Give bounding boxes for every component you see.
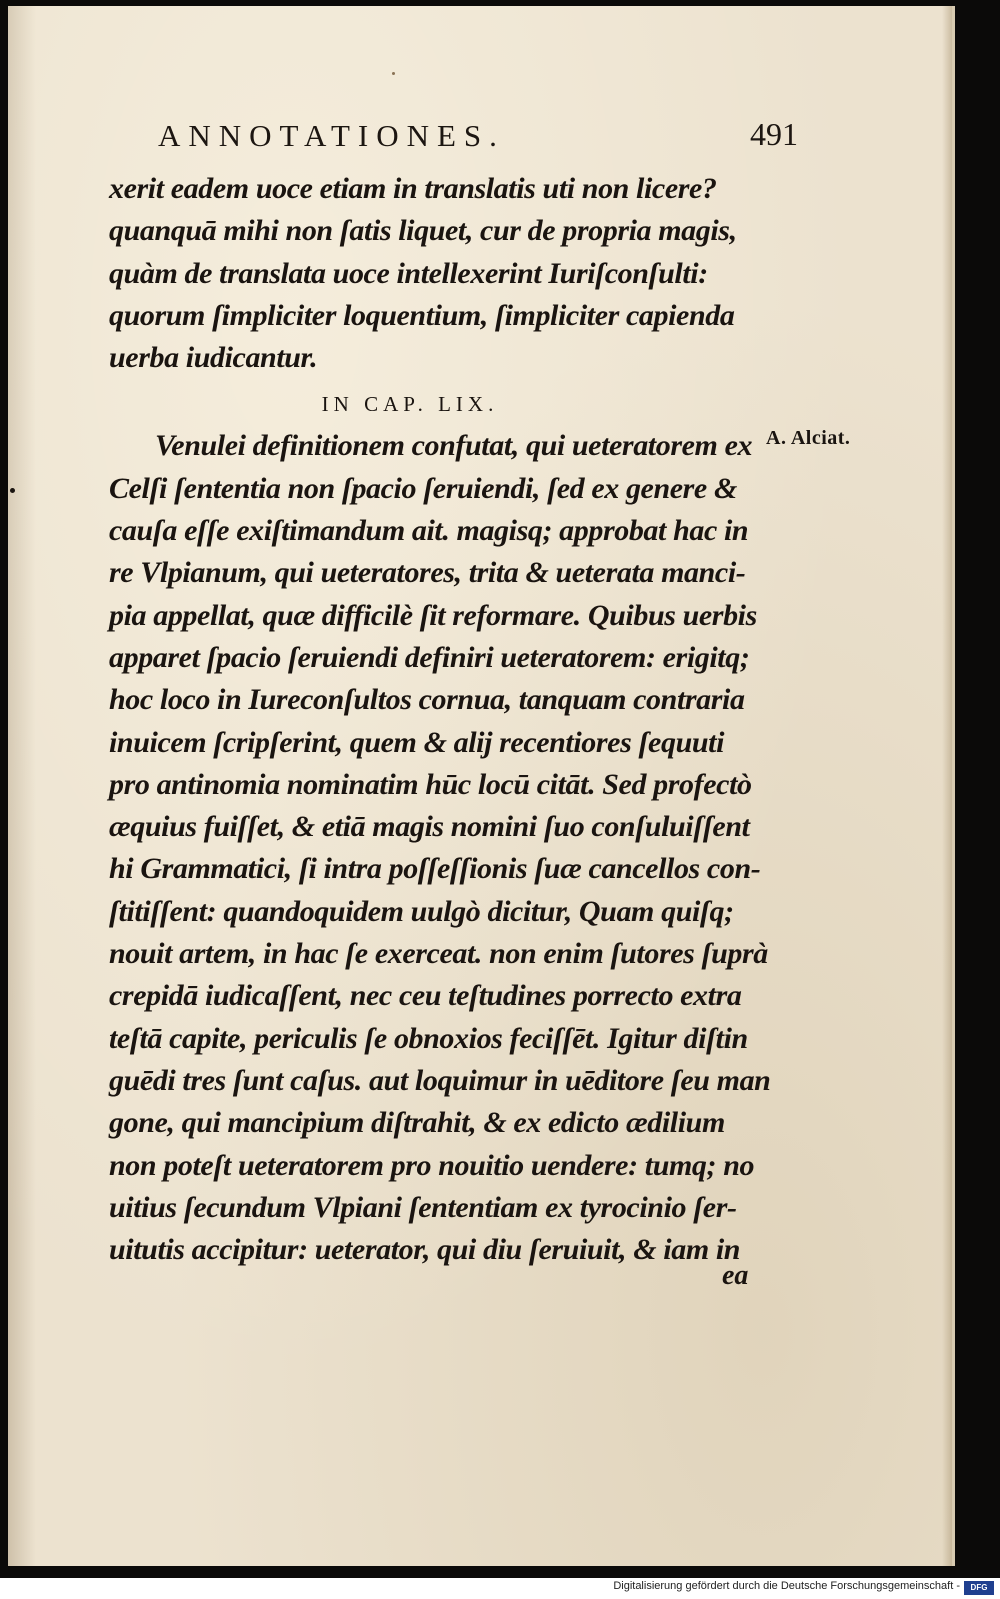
text-line: uitutis accipitur: ueterator, qui diu ſeruiuit, & iam in [109, 1233, 741, 1267]
text-line: hoc loco in Iureconſultos cornua, tanquam contraria [109, 683, 745, 717]
text-line: nouit artem, in hac ſe exerceat. non enim ſutores ſuprà [109, 937, 768, 971]
text-line: non poteſt ueteratorem pro nouitio uendere: tumq; no [109, 1148, 755, 1182]
text-line: pro antinomia nominatim hūc locū citāt. Sed profectò [109, 767, 752, 801]
text-line: ſtitiſſent: quandoquidem uulgò dicitur, Quam quiſq; [109, 894, 734, 928]
book-page [8, 6, 955, 1566]
section-heading: IN CAP. LIX. [321, 392, 499, 417]
text-line: Celſi ſententia non ſpacio ſeruiendi, ſed ex genere & [109, 471, 737, 505]
page-edge-shadow [942, 6, 952, 1566]
ink-speck [392, 72, 395, 75]
text-line: hi Grammatici, ſi intra poſſeſſionis ſuæ cancellos con- [109, 852, 761, 886]
text-line: cauſa eſſe exiſtimandum ait. magisq; approbat hac in [109, 514, 749, 548]
text-line: re Vlpianum, qui ueteratores, trita & ueterata manci- [109, 556, 746, 590]
ink-speck [10, 488, 15, 493]
text-line: teſtā capite, periculis ſe obnoxios feciſſēt. Igitur diſtin [109, 1021, 748, 1055]
text-line: æquius fuiſſet, & etiā magis nomini ſuo conſuluiſſent [109, 810, 750, 844]
text-line: quorum ſimpliciter loquentium, ſimpliciter capienda [109, 298, 735, 332]
footer-credit: Digitalisierung gefördert durch die Deutsche Forschungsgemeinschaft - [613, 1580, 960, 1592]
text-line: quàm de translata uoce intellexerint Iuriſconſulti: [109, 256, 708, 290]
text-line: crepidā iudicaſſent, nec ceu teſtudines porrecto extra [109, 979, 742, 1013]
margin-note: A. Alciat. [766, 427, 851, 449]
text-line: Venulei definitionem confutat, qui ueteratorem ex [155, 429, 753, 463]
dfg-logo: DFG [964, 1581, 994, 1595]
page-number: 491 [750, 116, 798, 152]
text-line: apparet ſpacio ſeruiendi definiri ueteratorem: erigitq; [109, 640, 750, 674]
text-line: inuicem ſcripſerint, quem & alij recentiores ſequuti [109, 725, 725, 759]
running-head [158, 118, 798, 160]
text-line: uitius ſecundum Vlpiani ſententiam ex tyrocinio ſer- [109, 1190, 737, 1224]
text-line: uerba iudicantur. [109, 341, 318, 375]
text-line: guēdi tres ſunt caſus. aut loquimur in uēditore ſeu man [109, 1063, 771, 1097]
catchword: ea [722, 1260, 749, 1291]
text-line: gone, qui mancipium diſtrahit, & ex edicto ædilium [109, 1106, 725, 1140]
text-block [109, 168, 781, 1271]
text-line: pia appellat, quæ difficilè ſit reformare. Quibus uerbis [109, 598, 757, 632]
footer-bar [0, 1578, 1000, 1599]
running-title: ANNOTATIONES. [158, 118, 505, 153]
text-line: xerit eadem uoce etiam in translatis uti non licere? [109, 172, 717, 205]
text-line: quanquā mihi non ſatis liquet, cur de propria magis, [109, 214, 737, 248]
